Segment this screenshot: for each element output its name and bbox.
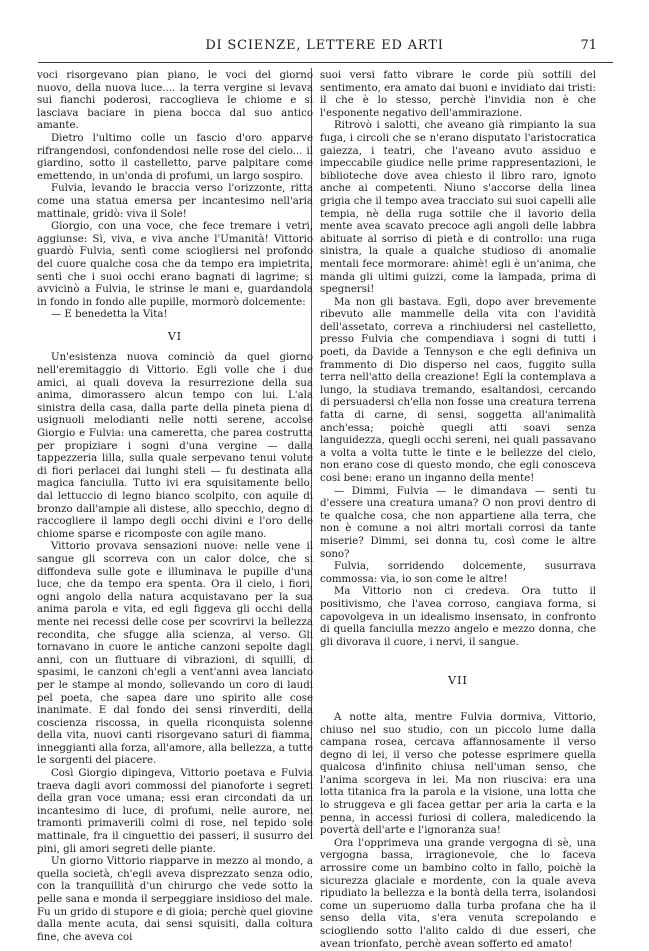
paragraph: Ritrovò i salotti, che aveano già rimpianto la sua fuga, i circoli che se n'erano disputato l'aristocratica gaiezza, i teatri, che l'aveano avuto assiduo e impeccabile giudice nelle prime rappresentazioni, le biblioteche dove avea chiesto il libro raro, ignoto anche ai competenti. Niuno s'accorse della linea grigia che il tempo avea tracciato sui suoi capelli alle tempia, nè della ruga sottile che il lavorio della mente avea scavato precoce agli angoli delle labbra abituate al sorriso di pietà e di controllo: una ruga sinistra, la quale a qualche studioso di anomalie mentali fece mormorare: ahimè! egli è un'anima, che manda gli ultimi guizzi, come la lampada, prima di spegnersi! [320, 120, 596, 296]
paragraph: suoi versi fatto vibrare le corde più sottili del sentimento, era amato dai buoni e invidiato dai tristi: il che è lo stesso, perchè l'invidia non è che l'esponente negativo dell'ammirazione. [320, 70, 596, 119]
paragraph: Ma Vittorio non ci credeva. Ora tutto il positivismo, che l'avea corroso, cangiava forma, si capovolgeva in un idealismo insensato, in confronto di quella fanciulla mezzo angelo e mezzo donna, che gli divorava il cuore, i nervi, il sangue. [320, 586, 596, 648]
paragraph: Fulvia, sorridendo dolcemente, susurrava commossa: via, io son come le altre! [320, 561, 596, 585]
paragraph: Fulvia, levando le braccia verso l'orizzonte, ritta come una statua emersa per incantesimo nell'aria mattinale, gridò: viva il Sole! [37, 183, 313, 220]
paragraph: Dietro l'ultimo colle un fascio d'oro apparve rifrangendosi, confondendosi nelle rose del cielo... il giardino, sotto il castelletto, parve palpitare come emettendo, in un'onda di profumi, un largo sospiro. [37, 132, 313, 182]
paragraph: A notte alta, mentre Fulvia dormiva, Vittorio, chiuso nel suo studio, con un piccolo lume dalla campana rosea, cercava affannosamente il verso degno di lei, il verso che potesse esprimere quella qualcosa d'infinito chiusa nell'uman senso, che l'anima scorgeva in lei. Ma non riusciva: era una lotta titanica fra la parola e la visione, una lotta che lo struggeva e gli facea gettar per aria la carta e la penna, in accessi furiosi di collera, maledicendo la povertà dell'arte e l'ignoranza sua! [320, 711, 596, 837]
page-number: 71 [580, 38, 597, 53]
right-column [320, 70, 596, 951]
page-header [0, 38, 649, 58]
header-rule [38, 62, 613, 63]
paragraph: Giorgio, con una voce, che fece tremare i vetri, aggiunse: Sì, viva, e viva anche l'Umanità! Vittorio guardò Fulvia, sentì come sciogliersi nel profondo del cuore qualche cosa che da tempo era impietrita, sentì che i suoi occhi erano bagnati di lagrime; si avvicinò a Fulvia, le strinse le mani e, guardandola in fondo in fondo alle pupille, mormorò dolcemente: [37, 221, 313, 308]
paragraph: Ma non gli bastava. Egli, dopo aver brevemente ribevuto alle mammelle della vita con l'avidità dell'assetato, correva a rinchiudersi nel castelletto, presso Fulvia che compendiava i sogni di tutti i poeti, da Davide a Tennyson e che egli definiva un frammento di Dio disperso nel caos, fuggito sulla terra nell'atto della creazione! Egli la contemplava a lungo, la studiava tremando, esaltandosi, cercando di persuadersi ch'ella non fosse una creatura terrena fatta di carne, di sensi, soggetta all'animalità anch'essa; poichè quegli atti soavi senza languidezza, quegli occhi sereni, nei quali passavano a volta a volta tutte le tinte e le bellezze del cielo, non erano cose di questo mondo, che egli conosceva così bene: erano un inganno della mente! [320, 296, 596, 484]
paragraph: Ora l'opprimeva una grande vergogna di sè, una vergogna bassa, irragionevole, che lo faceva arrossire come un bambino colto in fallo, poichè la sicurezza glaciale e mordente, con la quale aveva ripudiato la bellezza e la bontà della terra, isolandosi come un superuomo dalla turba profana che ha il senso della vita, s'era venuta screpolando e sciogliendo sotto l'alito caldo di due esseri, che avean trionfato, perchè avean sofferto ed amato! [320, 837, 596, 950]
paragraph: voci risorgevano pian piano, le voci del giorno nuovo, della nuova luce.... la terra vergine si levava sui fianchi poderosi, raccoglieva le chiome e si lasciava baciare in piena bocca dal suo antico amante. [37, 70, 313, 132]
paragraph: — Dimmi, Fulvia — le dimandava — senti tu d'essere una creatura umana? O non provi dentro di te qualche cosa, che non appartiene alla terra, che non è comune a noi altri mortali corrosi da tante miserie? Dimmi, sei donna tu, così come le altre sono? [320, 485, 596, 560]
paragraph: Così Giorgio dipingeva, Vittorio poetava e Fulvia traeva dagli avori commossi del pianoforte i segreti della gran voce umana; essi eran circondati da un incantesimo di luce, di profumi, nelle aurore, nei tramonti primaverili colmi di rose, nel tepido sole mattinale, fra il cinguettio dei passeri, il susurro dei pini, gli amori segreti delle piante. [37, 768, 313, 855]
paragraph: Un'esistenza nuova cominciò da quel giorno nell'eremitaggio di Vittorio. Egli volle che i due amici, ai quali doveva la resurrezione della sua anima, dimorassero alcun tempo con lui. L'ala sinistra della casa, dalla parte della pineta piena di usignuoli melodianti nelle notti serene, accolse Giorgio e Fulvia: una cameretta, che parea costrutta per propiziare i sogni d'una vergine — dalla tappezzeria lilla, sulla quale serpevano tenui volute di fiori perlacei dai lunghi steli — fu destinata alla magica fanciulla. Tutto ivi era squisitamente bello, dal lettuccio di legno bianco scolpito, con aquile di bronzo dall'ampie ali distese, allo specchio, degno di raccogliere il lampo degli occhi divini e l'oro delle chiome sparse e ricomposte con agile mano. [37, 352, 313, 540]
paragraph: — E benedetta la Vita! [51, 309, 168, 321]
left-column [37, 70, 313, 944]
paragraph: Vittorio provava sensazioni nuove: nelle vene il sangue gli scorreva con un calor dolce, che si diffondeva sulle gote e illuminava le pupille d'una luce, che da tempo era spenta. Ora il cielo, i fiori, ogni angolo della natura acquistavano per la sua anima parola e vita, ed egli figgeva gli occhi della mente nei recessi delle cose per scovrirvi la bellezza recondita, che sfugge alla scienza, al verso. Gli tornavano in cuore le antiche canzoni sepolte dagli anni, con un fluttuare di vibrazioni, di squilli, di spasimi, le canzoni ch'egli a vent'anni avea lanciato per le stampe al mondo, sollevando un coro di laudi pel poeta, che sapea dare uno spirito alle cose inanimate. E dal fondo dei sensi rinverditi, della coscienza riscossa, in quella riconquista solenne della vita, nuovi canti risorgevano saturi di fiamma, inneggianti alla forza, all'amore, alla bellezza, a tutte le sorgenti del piacere. [37, 541, 313, 767]
running-head: DI SCIENZE, LETTERE ED ARTI [205, 38, 444, 53]
section-heading: VI [167, 329, 183, 343]
section-heading: VII [448, 674, 468, 688]
paragraph: Un giorno Vittorio riapparve in mezzo al mondo, a quella società, ch'egli aveva disprezzato senza odio, con la tranquillità d'un chirurgo che vede sotto la pelle sana e monda il serpeggiare insidioso del male. Fu un grido di stupore e di gioia; perchè quel giovine dalla mente acuta, dai sensi squisiti, dalla coltura fine, che aveva coi [37, 856, 313, 943]
